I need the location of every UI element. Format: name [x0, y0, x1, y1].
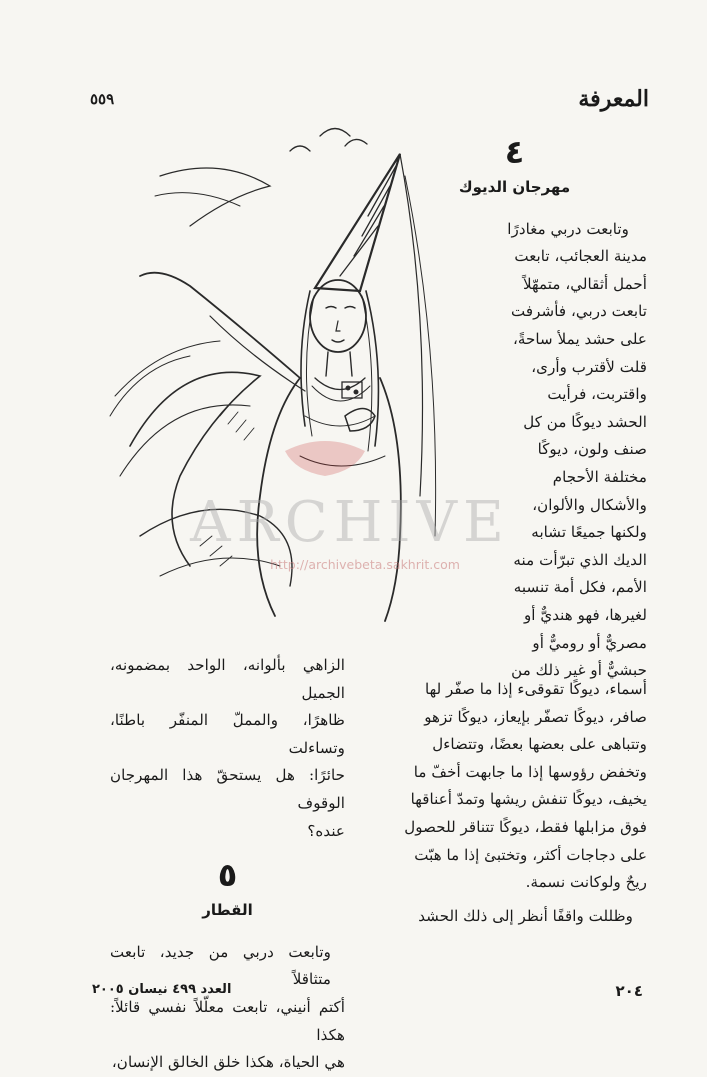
text-line: واقتربت، فرأيت — [547, 385, 647, 404]
text-line: مصريٌّ أو روميٌّ أو — [532, 633, 647, 652]
section-4-column — [382, 128, 647, 685]
section-4-number: ٤ — [504, 133, 525, 171]
archive-watermark-url: http://archivebeta.sakhrit.com — [270, 557, 460, 572]
text-line: الزاهي بألوانه، الواحد بمضمونه، الجميل — [110, 656, 345, 702]
text-line: الحشد ديوكًا من كل — [523, 412, 647, 431]
text-line: ريحٌ ولوكانت نسمة. — [525, 873, 647, 892]
text-line: تابعت دربي، فأشرفت — [510, 302, 647, 321]
text-line: يخيف، ديوكًا تنفش ريشها وتمدّ أعناقها — [410, 790, 647, 809]
text-line: الديك الذي تبرّأت منه — [513, 550, 647, 569]
text-line: صنف ولون، ديوكًا — [537, 440, 647, 459]
text-line: وتابعت دربي مغادرًا — [507, 219, 629, 238]
text-line: فوق مزابلها فقط، ديوكًا تتناقر للحصول — [404, 817, 647, 836]
text-line: وظللت واقفًا أنظر إلى ذلك الحشد — [418, 906, 633, 925]
section-4-continuation — [327, 676, 647, 930]
text-line: لغيرها، فهو هنديٌّ أو — [523, 605, 647, 624]
text-line: وتابعت دربي من جديد، تابعت متثاقلاً — [110, 942, 331, 989]
text-line: هي الحياة، هكذا خلق الخالق الإنسان، — [111, 1053, 345, 1072]
text-line: ظاهرًا، والمملّ المنفّر باطنًا، وتساءلت — [110, 711, 345, 757]
archive-watermark: ARCHIVE — [190, 490, 510, 555]
magazine-logo: المعرفة — [578, 86, 649, 112]
text-line: حائرًا: هل يستحقّ هذا المهرجان الوقوف — [110, 766, 345, 812]
section-4-title: مهرجان الديوك — [458, 178, 571, 196]
text-line: أسماء، ديوكًا تقوقىء إذا ما صفّر لها — [424, 680, 647, 698]
text-line: مختلفة الأحجام — [552, 467, 647, 486]
page-code: ٥٥٩ — [90, 90, 115, 108]
text-line: أحمل أثقالي، متمهّلاً — [522, 274, 647, 293]
page-number: ٢٠٤ — [615, 982, 643, 1000]
text-line: صافر، ديوكًا تصفّر بإيعاز، ديوكًا تزهو — [424, 707, 647, 726]
text-line: على دجاجات أكثر، وتختبئ إذا ما هبّت — [414, 845, 647, 864]
text-line: الأمم، فكل أمة تنسبه — [513, 578, 647, 597]
text-line: قلت لأقترب وأرى، — [531, 357, 647, 376]
section-4-body — [382, 216, 647, 685]
text-line: على حشد يملأ ساحةً، — [513, 329, 647, 348]
text-line: عنده؟ — [307, 821, 345, 840]
text-line: حبشيٌّ أو غير ذلك من — [511, 661, 647, 680]
section-5-title: القطار — [202, 901, 253, 920]
section-5-number: ٥ — [217, 856, 238, 895]
left-column — [110, 652, 345, 1077]
text-line: وتتباهى على بعضها بعضًا، وتتضاءل — [432, 735, 647, 754]
text-line: وتخفض رؤوسها إذا ما جابهت أخفّ ما — [413, 762, 647, 781]
text-line: والأشكال والألوان، — [532, 495, 647, 514]
issue-info: العدد ٤٩٩ نيسان ٢٠٠٥ — [92, 982, 232, 997]
text-line: مدينة العجائب، تابعت — [514, 247, 647, 266]
text-line: أكتم أنيني، تابعت معلّلاً نفسي قائلاً: هكذا — [110, 997, 345, 1044]
text-line: ولكنها جميعًا تشابه — [531, 523, 647, 542]
